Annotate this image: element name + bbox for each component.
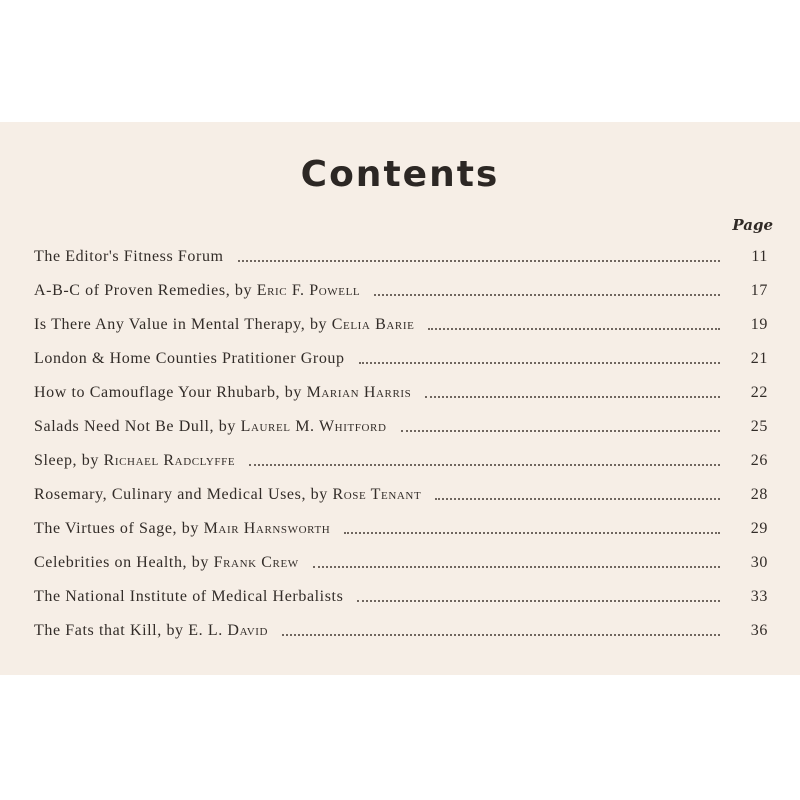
- dot-leader: [344, 532, 720, 534]
- toc-entry[interactable]: [34, 580, 768, 614]
- toc-entry[interactable]: [34, 546, 768, 580]
- dot-leader: [359, 362, 720, 364]
- dot-leader: [313, 566, 720, 568]
- toc-entry-page: 33: [750, 588, 768, 605]
- page-column-label: Page: [732, 216, 773, 234]
- by-word: by: [284, 384, 302, 401]
- toc-entry-title: The Fats that Kill, by E. L. David: [34, 622, 269, 639]
- toc-entry-author: Rose Tenant: [332, 486, 422, 503]
- toc-entry[interactable]: [34, 478, 768, 512]
- toc-entry-page: 25: [750, 418, 768, 435]
- toc-entry-page: 30: [750, 554, 768, 571]
- toc-entry-page: 29: [750, 520, 768, 537]
- dot-leader: [401, 430, 720, 432]
- dot-leader: [428, 328, 720, 330]
- toc-entry-title: The Editor's Fitness Forum: [34, 248, 224, 265]
- dot-leader: [357, 600, 720, 602]
- toc-entry-title: Salads Need Not Be Dull, by Laurel M. Whitford: [34, 418, 387, 435]
- toc-entry[interactable]: [34, 444, 768, 478]
- toc-entry-title: Sleep, by Richael Radclyffe: [34, 452, 236, 469]
- dot-leader: [238, 260, 720, 262]
- by-word: by: [81, 452, 99, 469]
- toc-entry[interactable]: [34, 342, 768, 376]
- toc-entry-author: Celia Barie: [331, 316, 415, 333]
- toc-entry-page: 26: [750, 452, 768, 469]
- toc-entry-title: Rosemary, Culinary and Medical Uses, by Rose Tenant: [34, 486, 422, 503]
- toc-entry-author: Laurel M. Whitford: [240, 418, 387, 435]
- toc-entry-title: How to Camouflage Your Rhubarb, by Marian Harris: [34, 384, 412, 401]
- by-word: by: [309, 316, 328, 333]
- toc-entry[interactable]: [34, 512, 768, 546]
- toc-entry-title: The Virtues of Sage, by Mair Harnsworth: [34, 520, 331, 537]
- dot-leader: [282, 634, 720, 636]
- toc-entry[interactable]: [34, 376, 768, 410]
- by-word: by: [310, 486, 328, 503]
- table-of-contents: [34, 240, 768, 648]
- toc-entry-title: Is There Any Value in Mental Therapy, by Celia Barie: [34, 316, 415, 333]
- by-word: by: [234, 282, 253, 299]
- toc-entry-title: Celebrities on Health, by Frank Crew: [34, 554, 299, 571]
- dot-leader: [249, 464, 720, 466]
- toc-entry-page: 21: [750, 350, 768, 367]
- toc-entry[interactable]: [34, 614, 768, 648]
- toc-entry-page: 17: [750, 282, 768, 299]
- toc-entry-author: Richael Radclyffe: [103, 452, 236, 469]
- toc-entry-title: A-B-C of Proven Remedies, by Eric F. Powell: [34, 282, 361, 299]
- toc-entry-page: 19: [750, 316, 768, 333]
- by-word: by: [181, 520, 199, 537]
- toc-entry-author: Frank Crew: [213, 554, 299, 571]
- dot-leader: [425, 396, 720, 398]
- toc-entry-page: 28: [750, 486, 768, 503]
- toc-entry-author: Eric F. Powell: [256, 282, 361, 299]
- by-word: by: [191, 554, 209, 571]
- page-title: Contents: [300, 154, 500, 195]
- toc-entry[interactable]: [34, 240, 768, 274]
- by-word: by: [218, 418, 236, 435]
- toc-entry-page: 22: [750, 384, 768, 401]
- contents-page: [0, 122, 800, 675]
- toc-entry-title: London & Home Counties Pratitioner Group: [34, 350, 345, 367]
- toc-entry-author: E. L. David: [188, 622, 269, 639]
- dot-leader: [374, 294, 720, 296]
- toc-entry-page: 11: [751, 248, 768, 265]
- toc-entry[interactable]: [34, 274, 768, 308]
- dot-leader: [435, 498, 720, 500]
- toc-entry-page: 36: [750, 622, 768, 639]
- toc-entry-author: Mair Harnsworth: [203, 520, 331, 537]
- toc-entry[interactable]: [34, 308, 768, 342]
- toc-entry-title: The National Institute of Medical Herbalists: [34, 588, 344, 605]
- by-word: by: [166, 622, 184, 639]
- toc-entry-author: Marian Harris: [306, 384, 412, 401]
- toc-entry[interactable]: [34, 410, 768, 444]
